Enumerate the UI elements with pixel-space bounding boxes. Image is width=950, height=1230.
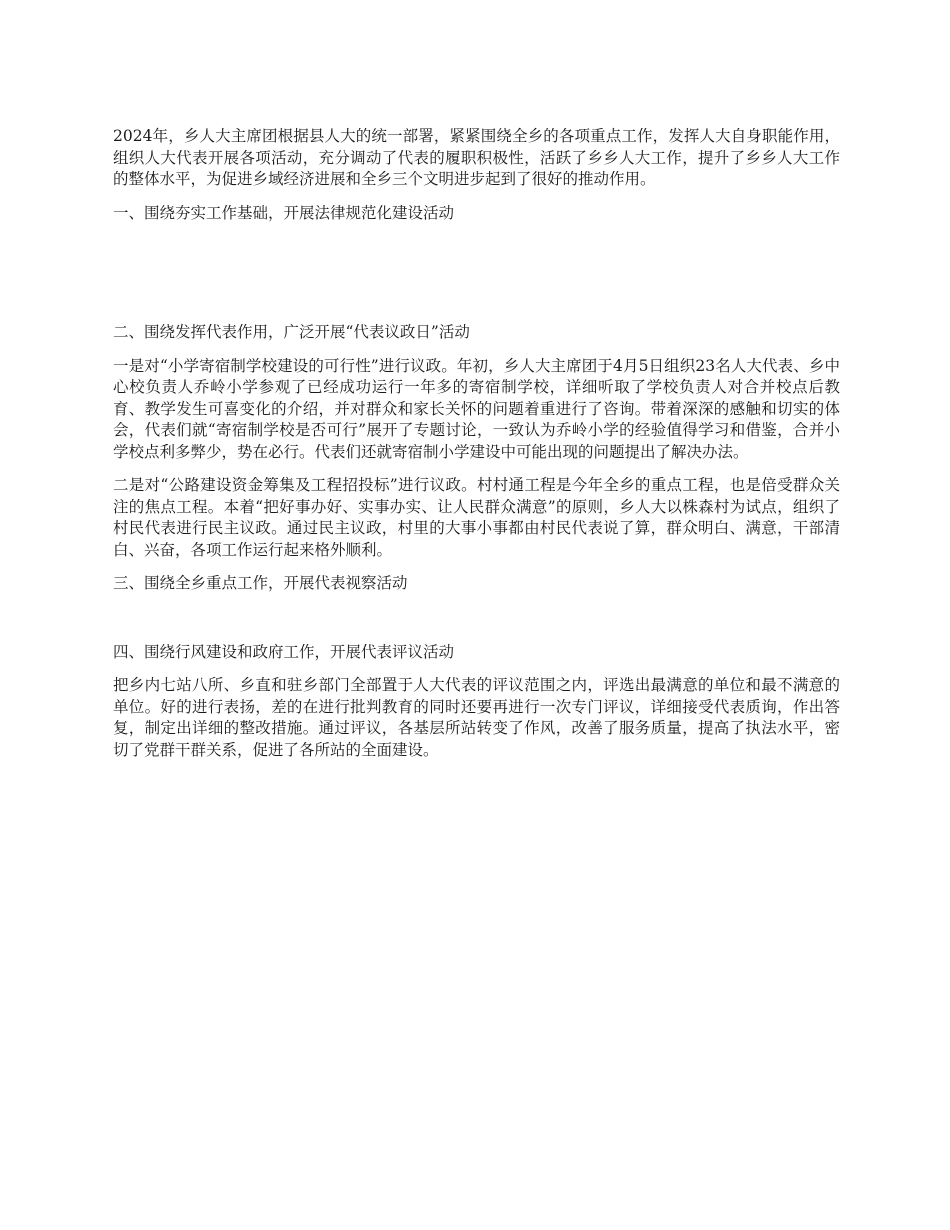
section-heading-1: 一、围绕夯实工作基础，开展法律规范化建设活动 xyxy=(113,203,455,222)
section-4-paragraph: 把乡内七站八所、乡直和驻乡部门全部置于人大代表的评议范围之内，评选出最满意的单位和最不满意的单位。好的进行表扬，差的在进行批判教育的同时还要再进行一次专门评议，详细接受代表质询，作出答复，制定出详细的整改措施。通过评议，各基层所站转变了作风，改善了服务质量，提高了执法水平，密切了党群干群关系，促进了各所站的全面建设。 xyxy=(113,676,840,759)
section-heading-3: 三、围绕全乡重点工作，开展代表视察活动 xyxy=(113,574,408,592)
section-2-paragraph-2: 二是对“公路建设资金筹集及工程招投标”进行议政。村村通工程是今年全乡的重点工程，也是倍受群众关注的焦点工程。本着“把好事办好、实事办实、让人民群众满意”的原则，乡人大以株森村为试点，组织了村民代表进行民主议政。通过民主议政，村里的大事小事都由村民代表说了算，群众明白、满意，干部清白、兴奋，各项工作运行起来格外顺利。 xyxy=(113,476,840,559)
section-2-paragraph-1: 一是对“小学寄宿制学校建设的可行性”进行议政。年初，乡人大主席团于4月5日组织23名人大代表、乡中心校负责人乔岭小学参观了已经成功运行一年多的寄宿制学校，详细听取了学校负责人对合并校点后教育、教学发生可喜变化的介绍，并对群众和家长关怀的问题着重进行了咨询。带着深深的感触和切实的体会，代表们就“寄宿制学校是否可行”展开了专题讨论，一致认为乔岭小学的经验值得学习和借鉴，合并小学校点利多弊少，势在必行。代表们还就寄宿制小学建设中可能出现的问题提出了解决办法。 xyxy=(113,356,840,461)
intro-paragraph: 2024年，乡人大主席团根据县人大的统一部署，紧紧围绕全乡的各项重点工作，发挥人大自身职能作用，组织人大代表开展各项活动，充分调动了代表的履职积极性，活跃了乡乡人大工作，提升了乡乡人大工作的整体水平，为促进乡域经济进展和全乡三个文明进步起到了很好的推动作用。 xyxy=(113,127,840,188)
section-heading-2: 二、围绕发挥代表作用，广泛开展“代表议政日”活动 xyxy=(113,323,470,341)
document-body xyxy=(113,126,840,773)
section-heading-4: 四、围绕行风建设和政府工作，开展代表评议活动 xyxy=(113,642,455,661)
